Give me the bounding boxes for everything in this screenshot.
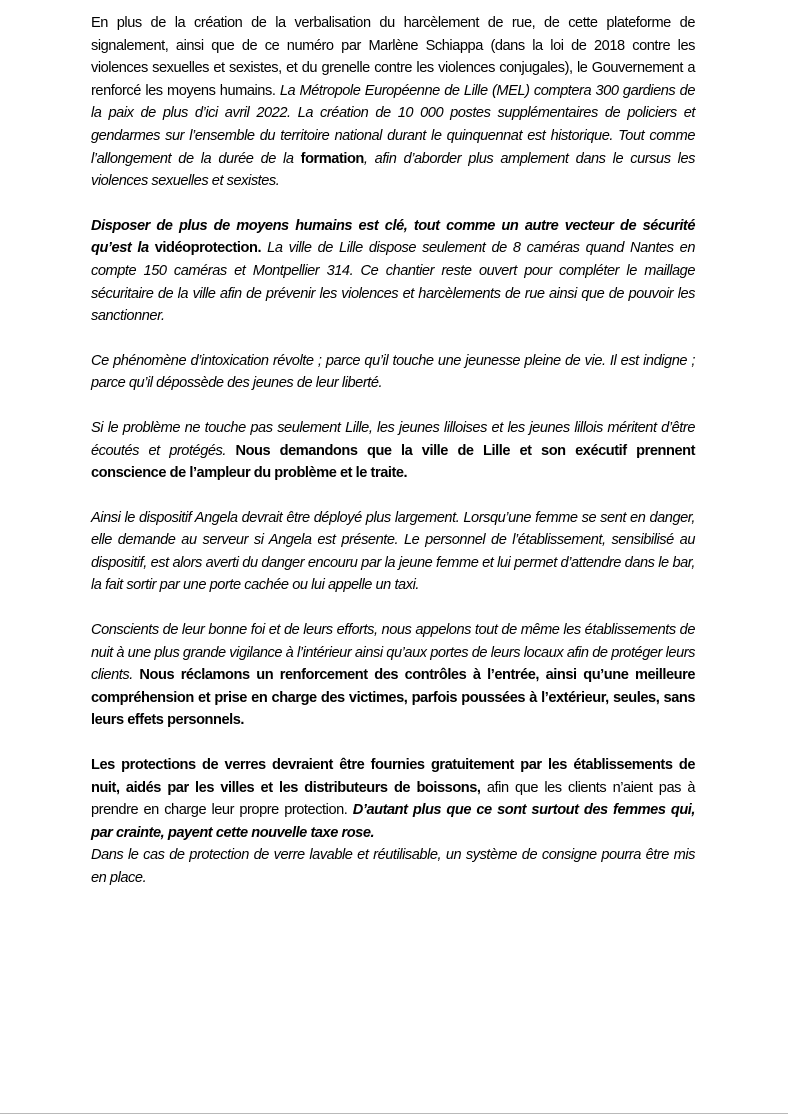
p7-text-italic-last: Dans le cas de protection de verre lavable et réutilisable, un système de consigne pourra être mis en place. bbox=[91, 847, 695, 886]
p4-text-bold: Nous demandons que la ville de Lille et son exécutif prennent conscience de l’ampleur du problème et le traite. bbox=[91, 442, 695, 482]
page-bottom-divider bbox=[0, 1113, 788, 1114]
paragraph-6 bbox=[91, 619, 695, 732]
p5-text: Ainsi le dispositif Angela devrait être déployé plus largement. Lorsqu’une femme se sent en danger, elle demande au serveur si Angela est présente. Le personnel de l’établissement, sensibilisé au dispositif, est alors averti du danger encouru par la jeune femme et lui permet d’attendre dans le bar, la fait sortir par une porte cachée ou lui appelle un taxi. bbox=[91, 509, 695, 594]
p2-text-italic: La ville de Lille dispose seulement de 8 caméras quand Nantes en compte 150 caméras et Montpellier 314. Ce chantier reste ouvert pour compléter le maillage sécuritaire de la ville afin de prévenir les violences et harcèlements de rue ainsi que de pouvoir les sanctionner. bbox=[91, 240, 695, 325]
p7-text-regular: afin que les clients n’aient pas à prendre en charge leur propre protection. bbox=[91, 779, 695, 819]
p7-text-bold-italic: D’autant plus que ce sont surtout des femmes qui, par crainte, payent cette nouvelle taxe rose. bbox=[91, 802, 695, 841]
p6-text-italic: Conscients de leur bonne foi et de leurs efforts, nous appelons tout de même les établissements de nuit à une plus grande vigilance à l’intérieur ainsi qu’aux portes de leurs locaux afin de protéger leurs clients. bbox=[91, 622, 695, 684]
p1-text-bold-formation: formation bbox=[300, 150, 364, 167]
document-page bbox=[91, 12, 695, 912]
paragraph-4 bbox=[91, 417, 695, 485]
p3-text: Ce phénomène d’intoxication révolte ; parce qu’il touche une jeunesse pleine de vie. Il est indigne ; parce qu’il dépossède des jeunes de leur liberté. bbox=[91, 352, 695, 392]
p2-text-bold-italic: Disposer de plus de moyens humains est clé, tout comme un autre vecteur de sécurité qu’est la bbox=[91, 217, 695, 257]
paragraph-5 bbox=[91, 507, 695, 597]
paragraph-1 bbox=[91, 12, 695, 193]
p1-text-italic: La Métropole Européenne de Lille (MEL) comptera 300 gardiens de la paix de plus d’ici avril 2022. La création de 10 000 postes supplémentaires de policiers et gendarmes sur l’ensemble du territoire national durant le quinquennat est historique. Tout comme l’allongement de la durée de la bbox=[91, 82, 696, 167]
p1-text-regular: En plus de la création de la verbalisation du harcèlement de rue, de cette plateforme de signalement, ainsi que de ce numéro par Marlène Schiappa (dans la loi de 2018 contre les violences sexuelles et sexistes, et du grenelle contre les violences conjugales), le Gouvernement a renforcé les moyens humains. bbox=[91, 15, 695, 99]
paragraph-3 bbox=[91, 350, 695, 395]
p7-text-bold: Les protections de verres devraient être fournies gratuitement par les établissements de nuit, aidés par les villes et les distributeurs de boissons, bbox=[91, 757, 695, 796]
p4-text-italic: Si le problème ne touche pas seulement Lille, les jeunes lilloises et les jeunes lillois méritent d’être écoutés et protégés. bbox=[91, 419, 695, 459]
paragraph-7 bbox=[91, 754, 695, 890]
p2-text-bold: vidéoprotection. bbox=[154, 240, 262, 257]
paragraph-2 bbox=[91, 215, 695, 328]
p6-text-bold: Nous réclamons un renforcement des contrôles à l’entrée, ainsi qu’une meilleure compréhension et prise en charge des victimes, parfois poussées à l’extérieur, seules, sans leurs effets personnels. bbox=[91, 667, 695, 729]
p1-text-italic-end: , afin d’aborder plus amplement dans le cursus les violences sexuelles et sexistes. bbox=[91, 150, 695, 190]
